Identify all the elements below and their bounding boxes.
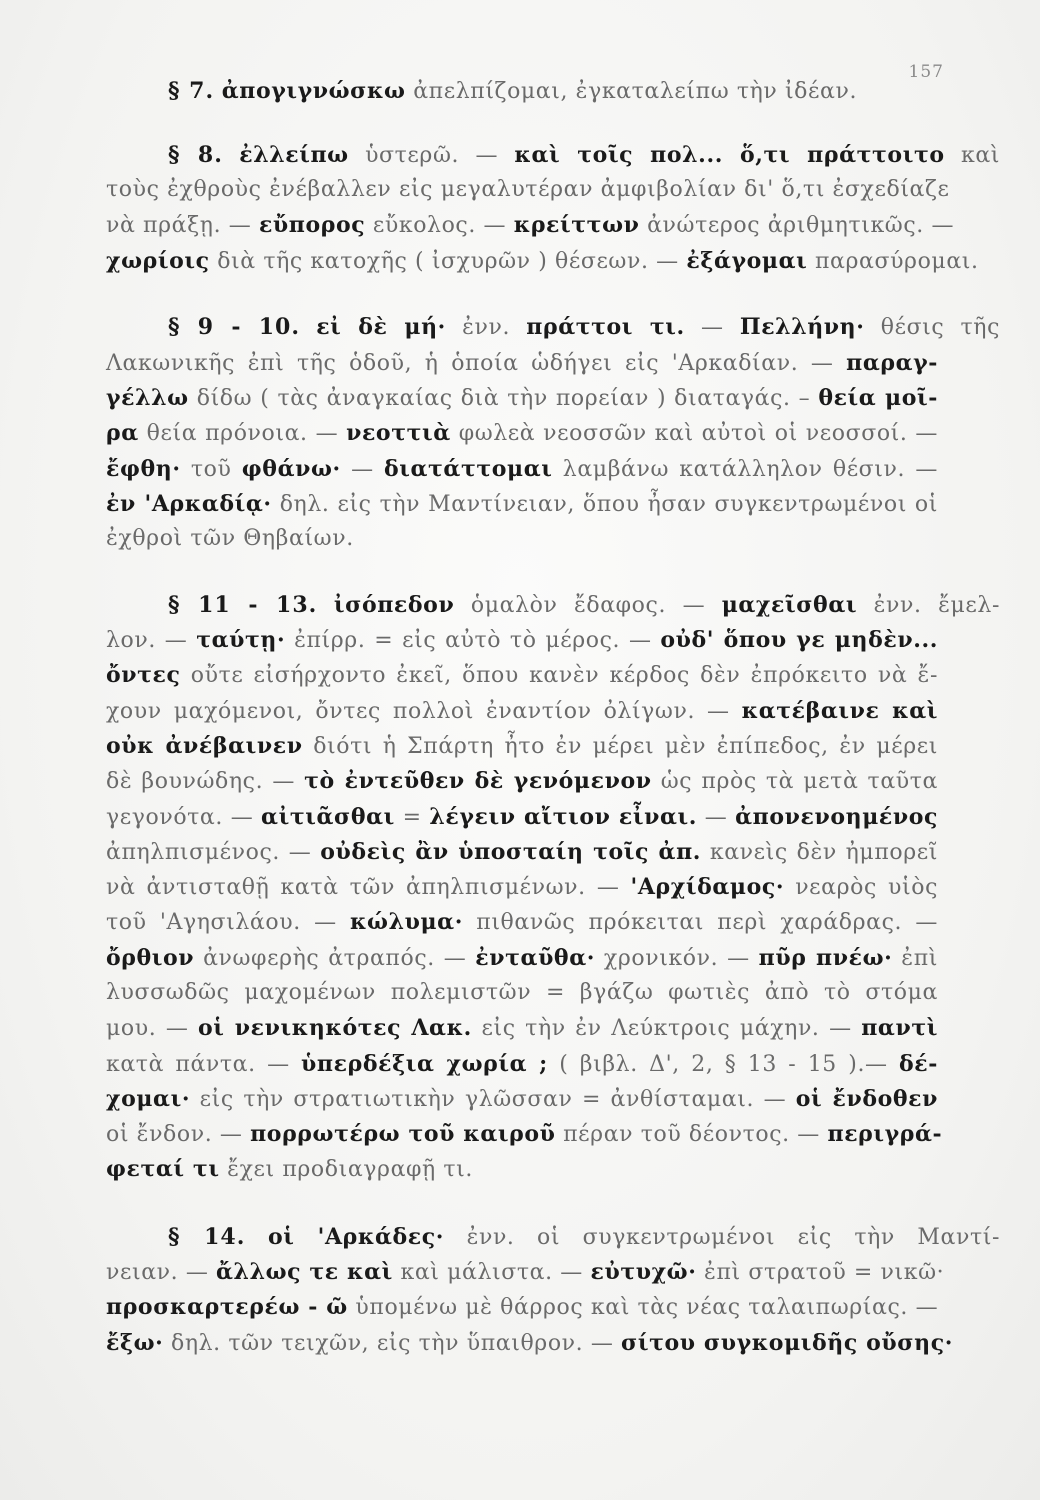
lemma-term: ἐν 'Αρκαδίᾳ·: [106, 491, 272, 517]
gloss-text: λυσσωδῶς μαχομένων πολεμιστῶν = βγάζω φωτιὲς ἀπὸ τὸ στόμα: [106, 980, 938, 1005]
text-line: [168, 76, 1000, 110]
gloss-text: νὰ ἀντισταθῇ κατὰ τῶν ἀπηλπισμένων. —: [106, 875, 631, 900]
lemma-term: πράττοι τι.: [526, 314, 685, 340]
lemma-term: ἰσόπεδον: [333, 592, 455, 618]
section-number: § 9 - 10.: [168, 314, 300, 340]
lemma-term: σίτου συγκομιδῆς οὔσης·: [621, 1330, 953, 1356]
lemma-term: ὄντες: [106, 662, 181, 688]
text-line: [106, 1084, 938, 1118]
lemma-term: περιγρά-: [827, 1121, 943, 1147]
gloss-text: ἐπὶ: [892, 946, 938, 971]
text-line: [106, 489, 938, 523]
lemma-term: ὄρθιον: [106, 945, 195, 971]
gloss-text: ἀπελπίζομαι, ἐγκαταλείπω τὴν ἰδέαν.: [405, 79, 858, 104]
gloss-text: λον. —: [106, 628, 197, 653]
lemma-term: 'Αρχίδαμος·: [630, 874, 785, 900]
gloss-text: ἀνωφερὴς ἀτραπός. —: [194, 946, 476, 971]
lemma-term: πῦρ πνέω·: [758, 945, 893, 971]
gloss-text: διὰ τῆς κατοχῆς ( ἰσχυρῶν ) θέσεων. —: [209, 249, 687, 274]
gloss-text: ὑστερῶ. —: [348, 143, 515, 168]
gloss-text: τοῦ: [180, 457, 242, 482]
lemma-term: οὐδεὶς ἂν ὑποσταίη τοῖς ἀπ.: [320, 839, 702, 865]
lemma-term: μαχεῖσθαι: [721, 592, 858, 618]
lemma-term: ἄλλως τε καὶ: [216, 1259, 393, 1285]
lemma-term: εἰ δὲ μή·: [316, 314, 446, 340]
text-line: [106, 837, 938, 871]
gloss-text: [300, 315, 316, 340]
gloss-text: —: [684, 315, 740, 340]
gloss-text: δίδω ( τὰς ἀναγκαίας διὰ τὴν πορείαν ) διαταγάς. –: [188, 386, 819, 411]
lemma-term: ταύτῃ·: [196, 627, 286, 653]
gloss-text: ἐνν.: [445, 315, 527, 340]
gloss-text: οὔτε εἰσήρχοντο ἐκεῖ, ὅπου κανὲν κέρδος δὲν ἐπρόκειτο νὰ ἔ-: [180, 663, 938, 688]
gloss-text: νεαρὸς υἱὸς: [784, 875, 938, 900]
text-line: [106, 210, 955, 244]
lemma-term: κώλυμα·: [349, 909, 463, 935]
gloss-text: χρονικόν. —: [595, 946, 759, 971]
text-line: [106, 348, 938, 382]
lemma-term: κατέβαινε καὶ: [741, 698, 938, 724]
gloss-text: λαμβάνω κατάλληλον θέσιν. —: [552, 457, 938, 482]
page-number: 157: [908, 62, 944, 82]
gloss-text: —: [697, 805, 736, 830]
section-number: § 8.: [168, 142, 223, 168]
text-line: [106, 1154, 938, 1188]
gloss-text: καὶ: [944, 143, 1000, 168]
gloss-text: Λακωνικῆς ἐπὶ τῆς ὁδοῦ, ἡ ὁποία ὡδήγει εἰς 'Αρκαδίαν. —: [106, 351, 847, 376]
text-line: [106, 1049, 938, 1083]
gloss-text: ἐπίρρ. = εἰς αὐτὸ τὸ μέρος. —: [285, 628, 661, 653]
gloss-text: ἐπὶ στρατοῦ = νικῶ·: [696, 1260, 945, 1285]
gloss-text: —: [340, 457, 384, 482]
text-line: [106, 1013, 938, 1047]
gloss-text: [317, 593, 334, 618]
text-line: [168, 140, 1000, 174]
lemma-term: οὐκ ἀνέβαινεν: [106, 733, 303, 759]
gloss-text: ἐνν. οἱ συγκεντρωμένοι εἰς τὴν Μαντί-: [444, 1225, 1000, 1250]
gloss-text: ὁμαλὸν ἔδαφος. —: [454, 593, 722, 618]
gloss-text: δὲ βουνώδης. —: [106, 769, 305, 794]
gloss-text: [223, 143, 239, 168]
text-line: [106, 766, 938, 800]
lemma-term: οἱ ἔνδοθεν: [795, 1086, 938, 1112]
text-line: [168, 590, 1000, 624]
gloss-text: παρασύρομαι.: [807, 249, 979, 274]
lemma-term: ἐξάγομαι: [686, 248, 808, 274]
section-number: § 11 - 13.: [168, 592, 318, 618]
gloss-text: εἰς τὴν ἐν Λεύκτροις μάχην. —: [471, 1016, 862, 1041]
lemma-term: ἀπονενοημένος: [735, 804, 939, 830]
lemma-term: αἰτιᾶσθαι: [261, 804, 395, 830]
text-line: [106, 802, 938, 836]
text-line: [106, 731, 938, 765]
gloss-text: εἰς τὴν στρατιωτικὴν γλῶσσαν = ἀνθίσταμαι. —: [190, 1087, 796, 1112]
text-line: [106, 660, 938, 694]
lemma-term: προσκαρτερέω - ῶ: [106, 1294, 348, 1320]
text-line: [106, 872, 938, 906]
lemma-term: ἐνταῦθα·: [475, 945, 595, 971]
gloss-text: ἐνν. ἔμελ-: [857, 593, 1001, 618]
lemma-term: διατάττομαι: [383, 456, 553, 482]
gloss-text: θεία πρόνοια. —: [138, 421, 347, 446]
text-line: [106, 1257, 945, 1291]
gloss-text: ἔχει προδιαγραφῇ τι.: [219, 1157, 473, 1182]
lemma-term: ἀπογιγνώσκω: [221, 78, 406, 104]
text-line: [106, 454, 938, 488]
text-line: [106, 943, 938, 977]
text-line: [106, 696, 938, 730]
lemma-term: ἔξω·: [106, 1330, 164, 1356]
lemma-term: ρα: [106, 420, 139, 446]
lemma-term: οἱ 'Αρκάδες·: [267, 1224, 445, 1250]
gloss-text: εὔκολος. —: [365, 213, 514, 238]
lemma-term: φεταί τι: [106, 1156, 220, 1182]
gloss-text: γεγονότα. —: [106, 805, 262, 830]
gloss-text: φωλεὰ νεοσσῶν καὶ αὐτοὶ οἱ νεοσσοί. —: [450, 421, 939, 446]
lemma-term: πορρωτέρω τοῦ καιροῦ: [250, 1121, 556, 1147]
lemma-term: ἐλλείπω: [239, 142, 349, 168]
text-line: [106, 418, 938, 452]
gloss-text: ἐχθροὶ τῶν Θηβαίων.: [106, 526, 354, 551]
gloss-text: οἱ ἔνδον. —: [106, 1122, 251, 1147]
text-line: [106, 175, 950, 209]
lemma-term: φθάνω·: [241, 456, 341, 482]
lemma-term: ὑπερδέξια χωρία ;: [301, 1051, 548, 1077]
lemma-term: θεία μοῖ-: [818, 385, 938, 411]
gloss-text: τοῦ 'Αγησιλάου. —: [106, 910, 350, 935]
lemma-term: κρείττων: [513, 212, 640, 238]
gloss-text: δηλ. εἰς τὴν Μαντίνειαν, ὅπου ἦσαν συγκεντρωμένοι οἱ: [271, 492, 939, 517]
section-number: § 7.: [168, 78, 215, 104]
lemma-term: ἔφθη·: [106, 456, 181, 482]
lemma-term: παραγ-: [846, 350, 938, 376]
text-line: [168, 1222, 1000, 1256]
lemma-term: τὸ ἐντεῦθεν δὲ γενόμενον: [304, 768, 652, 794]
gloss-text: πέραν τοῦ δέοντος. —: [555, 1122, 828, 1147]
gloss-text: ὡς πρὸς τὰ μετὰ ταῦτα: [651, 769, 938, 794]
gloss-text: =: [394, 805, 430, 830]
gloss-text: [214, 79, 222, 104]
gloss-text: νειαν. —: [106, 1260, 217, 1285]
gloss-text: ἀνώτερος ἀριθμητικῶς. —: [639, 213, 955, 238]
gloss-text: πιθανῶς πρόκειται περὶ χαράδρας. —: [462, 910, 938, 935]
gloss-text: μου. —: [106, 1016, 199, 1041]
section-number: § 14.: [168, 1224, 246, 1250]
gloss-text: ἀπηλπισμένος. —: [106, 840, 321, 865]
text-line: [106, 383, 938, 417]
lemma-term: χομαι·: [106, 1086, 191, 1112]
lemma-term: χωρίοις: [106, 248, 210, 274]
lemma-term: οἱ νενικηκότες Λακ.: [198, 1015, 472, 1041]
text-line: [106, 1119, 943, 1153]
gloss-text: δηλ. τῶν τειχῶν, εἰς τὴν ὕπαιθρον. —: [163, 1331, 622, 1356]
gloss-text: διότι ἡ Σπάρτη ἦτο ἐν μέρει μὲν ἐπίπεδος, ἐν μέρει: [302, 734, 938, 759]
text-line: [106, 1292, 938, 1326]
gloss-text: θέσις τῆς: [864, 315, 1000, 340]
lemma-term: δέ-: [899, 1051, 938, 1077]
text-line: [168, 312, 1000, 346]
gloss-text: κανεὶς δὲν ἠμπορεῖ: [701, 840, 938, 865]
lemma-term: καὶ τοῖς πολ... ὅ,τι πράττοιτο: [514, 142, 945, 168]
text-line: [106, 625, 938, 659]
gloss-text: κατὰ πάντα. —: [106, 1052, 302, 1077]
gloss-text: καὶ μάλιστα. —: [392, 1260, 591, 1285]
text-line: [106, 907, 938, 941]
lemma-term: γέλλω: [106, 385, 189, 411]
gloss-text: χουν μαχόμενοι, ὄντες πολλοὶ ἐναντίον ὀλίγων. —: [106, 699, 742, 724]
lemma-term: εὐτυχῶ·: [590, 1259, 697, 1285]
gloss-text: τοὺς ἐχθροὺς ἐνέβαλλεν εἰς μεγαλυτέραν ἀμφιβολίαν δι' ὅ,τι ἐσχεδίαζε: [106, 177, 950, 202]
gloss-text: [245, 1225, 268, 1250]
lemma-term: νεοττιὰ: [346, 420, 451, 446]
lemma-term: εὔπορος: [258, 212, 366, 238]
gloss-text: ( βιβλ. Δ', 2, § 13 - 15 ).—: [547, 1052, 900, 1077]
lemma-term: Πελλήνη·: [739, 314, 865, 340]
lemma-term: λέγειν αἴτιον εἶναι.: [429, 804, 698, 830]
gloss-text: ὑπομένω μὲ θάρρος καὶ τὰς νέας ταλαιπωρίας. —: [347, 1295, 939, 1320]
gloss-text: νὰ πράξῃ. —: [106, 213, 259, 238]
text-line: [106, 246, 979, 280]
text-line: [106, 1328, 953, 1362]
lemma-term: οὐδ' ὅπου γε μηδὲν...: [660, 627, 938, 653]
text-line: [106, 524, 938, 558]
text-line: [106, 978, 938, 1012]
lemma-term: παντὶ: [861, 1015, 938, 1041]
